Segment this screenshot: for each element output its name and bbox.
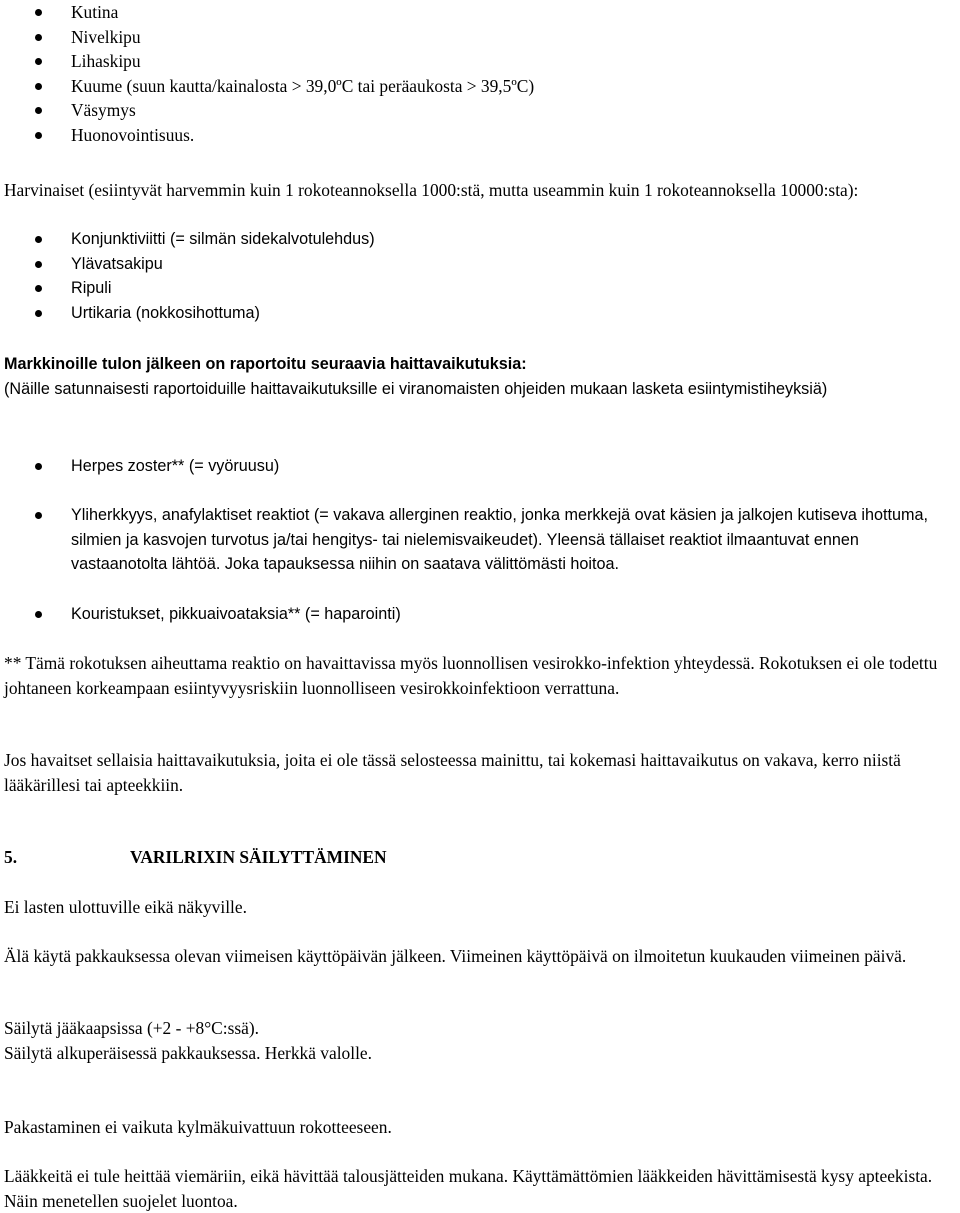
rare-effects-intro: Harvinaiset (esiintyvät harvemmin kuin 1 rokoteannoksella 1000:stä, mutta useammin kuin 1 rokoteannoksella 10000:sta): [4, 180, 859, 200]
storage-freezing: Pakastaminen ei vaikuta kylmäkuivattuun rokotteeseen. [4, 1117, 392, 1137]
list-item: Väsymys [0, 98, 950, 123]
report-advice: Jos havaitset sellaisia haittavaikutuksia, joita ei ole tässä selosteessa mainittu, tai kokemasi haittavaikutus on vakava, kerro niistä lääkärillesi tai apteekkiin. [4, 750, 901, 795]
common-side-effects-list [0, 0, 950, 147]
list-item: Kouristukset, pikkuaivoataksia** (= haparointi) [0, 602, 950, 627]
list-item: Huonovointisuus. [0, 123, 950, 148]
list-item: Konjunktiviitti (= silmän sidekalvotulehdus) [0, 227, 950, 252]
storage-expiry: Älä käytä pakkauksessa olevan viimeisen käyttöpäivän jälkeen. Viimeinen käyttöpäivä on ilmoitetun kuukauden viimeinen päivä. [4, 946, 907, 966]
list-item: Lihaskipu [0, 49, 950, 74]
storage-fridge: Säilytä jääkaapsissa (+2 - +8°C:ssä). [4, 1018, 260, 1038]
list-item: Kuume (suun kautta/kainalosta > 39,0ºC tai peräaukosta > 39,5ºC) [0, 74, 950, 99]
list-item: Herpes zoster** (= vyöruusu) [0, 454, 950, 479]
list-item: Nivelkipu [0, 25, 950, 50]
list-item: Ripuli [0, 276, 950, 301]
post-market-list-herpes [0, 454, 950, 479]
post-market-heading: Markkinoille tulon jälkeen on raportoitu seuraavia haittavaikutuksia: [4, 355, 527, 373]
section-title: VARILRIXIN SÄILYTTÄMINEN [130, 847, 387, 867]
storage-package: Säilytä alkuperäisessä pakkauksessa. Herkkä valolle. [4, 1043, 372, 1063]
rare-side-effects-list [0, 227, 950, 325]
list-item: Kutina [0, 0, 950, 25]
storage-children: Ei lasten ulottuville eikä näkyville. [4, 897, 247, 917]
list-item: Yliherkkyys, anafylaktiset reaktiot (= vakava allerginen reaktio, jonka merkkejä ovat käsien ja jalkojen kutiseva ihottuma, silmien ja kasvojen turvotus ja/tai hengitys- tai nielemisvaikeudet). Yleensä tällaiset reaktiot ilmaantuvat ennen vastaanotolta lähtöä. Joka tapauksessa niihin on saatava välittömästi hoitoa. [0, 503, 950, 577]
post-market-note: (Näille satunnaisesti raportoiduille haittavaikutuksille ei viranomaisten ohjeiden mukaan lasketa esiintymistiheyksiä) [4, 380, 828, 398]
post-market-list-hypersensitivity [0, 503, 950, 577]
post-market-list-convulsions [0, 602, 950, 627]
list-item: Urtikaria (nokkosihottuma) [0, 301, 950, 326]
list-item: Ylävatsakipu [0, 252, 950, 277]
section-number: 5. [4, 847, 18, 867]
storage-disposal: Lääkkeitä ei tule heittää viemäriin, eikä hävittää talousjätteiden mukana. Käyttämättömien lääkkeiden hävittämisestä kysy apteekista. Näin menetellen suojelet luontoa. [4, 1166, 933, 1211]
footnote: ** Tämä rokotuksen aiheuttama reaktio on havaittavissa myös luonnollisen vesirokko-infektion yhteydessä. Rokotuksen ei ole todettu johtaneen korkeampaan esiintyvyysriskiin luonnolliseen vesirokkoinfektioon verrattuna. [4, 653, 938, 698]
